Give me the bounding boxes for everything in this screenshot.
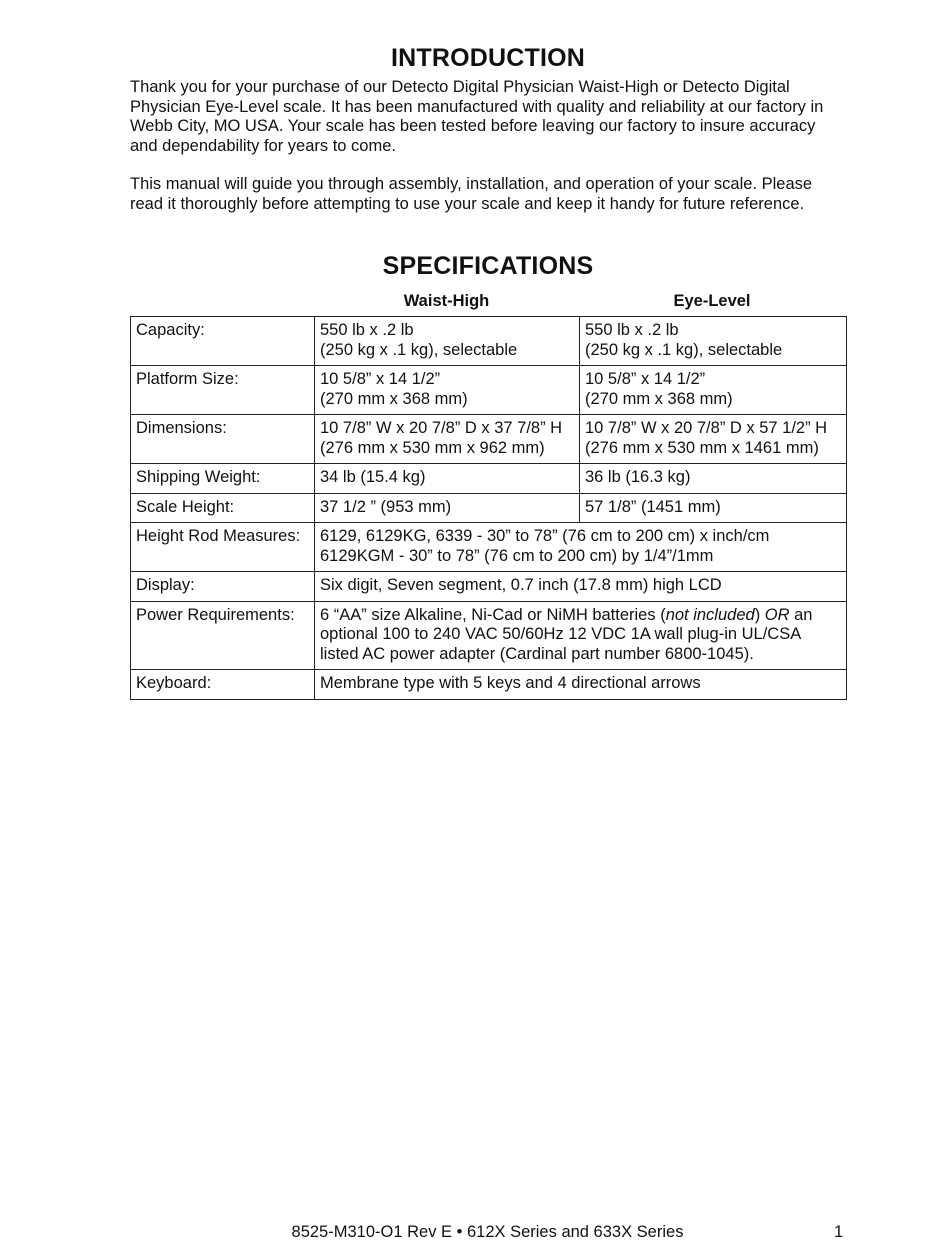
specifications-heading: SPECIFICATIONS xyxy=(382,252,594,280)
spec-value-eye-level: 36 lb (16.3 kg) xyxy=(580,464,847,494)
spec-column-headers xyxy=(130,288,846,316)
spec-label-shipping-weight: Shipping Weight: xyxy=(131,464,315,494)
spec-value-eye-level: 550 lb x .2 lb (250 kg x .1 kg), selectable xyxy=(580,317,847,366)
power-text-part-3: an optional 100 to 240 VAC 50/60Hz 12 VDC 1A wall plug-in UL/CSA listed AC power adapter (Cardinal part number 6800-1045). xyxy=(320,605,813,663)
spec-value-waist-high: 550 lb x .2 lb (250 kg x .1 kg), selectable xyxy=(315,317,580,366)
spec-value-waist-high: 37 1/2 ” (953 mm) xyxy=(315,493,580,523)
spec-value-eye-level: 10 7/8” W x 20 7/8” D x 57 1/2” H (276 mm x 530 mm x 1461 mm) xyxy=(580,415,847,464)
table-row xyxy=(131,317,847,366)
spec-value-display: Six digit, Seven segment, 0.7 inch (17.8 mm) high LCD xyxy=(315,572,847,602)
document-page xyxy=(130,40,846,700)
intro-paragraph-2: This manual will guide you through assembly, installation, and operation of your scale. Please read it thoroughly before attempting to use your scale and keep it handy for future reference. xyxy=(130,175,813,213)
table-row xyxy=(131,366,847,415)
power-text-part-1: 6 “AA” size Alkaline, Ni-Cad or NiMH batteries ( xyxy=(320,605,666,624)
spec-label-platform-size: Platform Size: xyxy=(131,366,315,415)
spec-label-keyboard: Keyboard: xyxy=(131,670,315,700)
table-row xyxy=(131,670,847,700)
table-row xyxy=(131,523,847,572)
table-row xyxy=(131,415,847,464)
spec-label-power: Power Requirements: xyxy=(131,601,315,670)
table-row xyxy=(131,601,847,670)
spec-value-waist-high: 34 lb (15.4 kg) xyxy=(315,464,580,494)
spec-value-height-rod: 6129, 6129KG, 6339 - 30” to 78” (76 cm to 200 cm) x inch/cm 6129KGM - 30” to 78” (76 cm to 200 cm) by 1/4”/1mm xyxy=(315,523,847,572)
introduction-heading: INTRODUCTION xyxy=(390,44,586,72)
spec-value-keyboard: Membrane type with 5 keys and 4 directional arrows xyxy=(315,670,847,700)
spec-value-eye-level: 10 5/8” x 14 1/2” (270 mm x 368 mm) xyxy=(580,366,847,415)
spec-label-capacity: Capacity: xyxy=(131,317,315,366)
spec-label-display: Display: xyxy=(131,572,315,602)
column-header-waist-high: Waist-High xyxy=(403,292,490,310)
footer-document-id: 8525-M310-O1 Rev E • 612X Series and 633X Series xyxy=(291,1223,684,1241)
power-text-or: OR xyxy=(764,605,790,624)
table-row xyxy=(131,572,847,602)
column-header-eye-level: Eye-Level xyxy=(673,292,751,310)
power-text-part-2: ) xyxy=(754,605,765,624)
spec-value-waist-high: 10 7/8” W x 20 7/8” D x 37 7/8” H (276 mm x 530 mm x 962 mm) xyxy=(315,415,580,464)
spec-value-waist-high: 10 5/8” x 14 1/2” (270 mm x 368 mm) xyxy=(315,366,580,415)
power-text-not-included: not included xyxy=(665,605,755,624)
spec-label-scale-height: Scale Height: xyxy=(131,493,315,523)
intro-paragraph-1: Thank you for your purchase of our Detecto Digital Physician Waist-High or Detecto Digital Physician Eye-Level scale. It has been manufactured with quality and reliability at our factory in Webb City, MO USA. Your scale has been tested before leaving our factory to insure accuracy and dependability for years to come. xyxy=(130,78,824,155)
table-row xyxy=(131,493,847,523)
spec-label-height-rod: Height Rod Measures: xyxy=(131,523,315,572)
spec-label-dimensions: Dimensions: xyxy=(131,415,315,464)
spec-value-eye-level: 57 1/8” (1451 mm) xyxy=(580,493,847,523)
table-row xyxy=(131,464,847,494)
spec-value-power xyxy=(315,601,847,670)
page-number: 1 xyxy=(834,1223,844,1241)
specifications-table xyxy=(130,316,847,700)
